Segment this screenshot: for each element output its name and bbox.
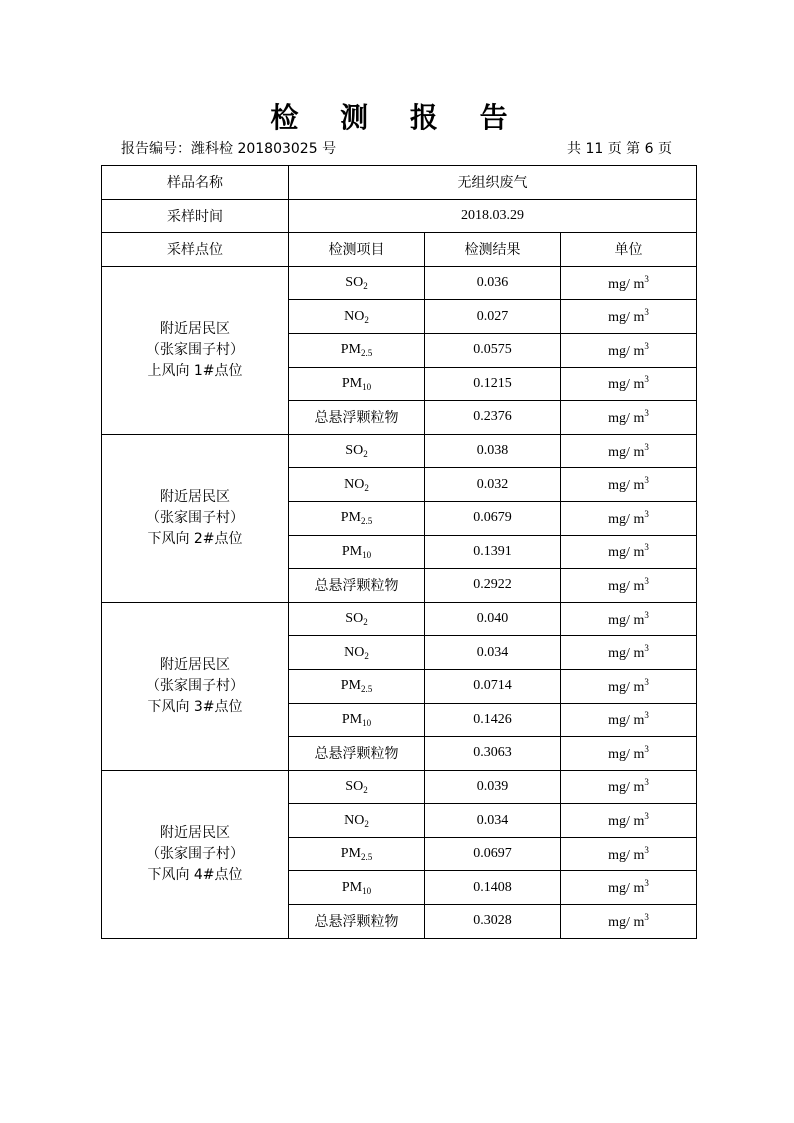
test-item-name: SO [345,611,364,627]
unit-base: mg/ m [608,310,645,326]
test-item-name: 总悬浮颗粒物 [314,746,399,763]
test-item-cell [289,770,425,804]
test-item-name: SO [345,443,364,459]
sampling-point-cell [102,266,289,434]
table-row [102,434,697,468]
test-item-name: PM [341,879,363,895]
test-item-subscript: 2.5 [360,852,373,863]
unit-cell [561,333,697,367]
unit-base: mg/ m [608,881,645,897]
unit-cell [561,300,697,334]
test-item-cell [289,333,425,367]
test-result-cell: 0.027 [425,300,561,334]
test-item-subscript: 2 [364,818,369,829]
unit-cell [561,770,697,804]
unit-base: mg/ m [608,545,645,561]
unit-base: mg/ m [608,578,645,594]
sampling-point-line: 附近居民区 [160,824,230,841]
test-item-name: 总悬浮颗粒物 [314,914,399,931]
test-item-subscript: 10 [362,381,372,392]
test-item-subscript: 10 [362,549,372,560]
unit-cell [561,434,697,468]
test-result-cell: 0.039 [425,770,561,804]
test-item-name: PM [340,846,361,862]
unit-cell [561,501,697,535]
test-item-cell [289,401,425,435]
test-item-cell [289,602,425,636]
unit-base: mg/ m [608,679,645,695]
unit-cell [561,871,697,905]
test-result-cell: 0.1426 [425,703,561,737]
test-result-cell: 0.034 [425,804,561,838]
sample-time-value: 2018.03.29 [289,199,697,233]
test-item-name: 总悬浮颗粒物 [314,578,399,595]
test-item-name: SO [345,778,364,794]
header-point: 采样点位 [102,233,289,267]
test-result-cell: 0.1391 [425,535,561,569]
test-item-cell [289,636,425,670]
test-item-name: PM [340,678,361,694]
unit-superscript: 3 [644,743,649,754]
unit-cell [561,905,697,939]
test-item-cell [289,569,425,603]
unit-base: mg/ m [608,343,645,359]
unit-cell [561,367,697,401]
unit-cell [561,266,697,300]
unit-cell [561,401,697,435]
unit-cell [561,535,697,569]
sampling-point-cell [102,434,289,602]
test-result-cell: 0.0697 [425,837,561,871]
test-result-cell: 0.038 [425,434,561,468]
sampling-point-line: 附近居民区 [160,656,230,673]
unit-superscript: 3 [644,878,649,889]
unit-superscript: 3 [644,643,649,654]
test-item-name: PM [340,342,361,358]
unit-cell [561,636,697,670]
sampling-point-line: （张家围子村） [146,677,244,694]
test-item-cell [289,804,425,838]
unit-base: mg/ m [608,746,645,762]
test-item-name: NO [344,812,365,828]
unit-superscript: 3 [644,609,649,620]
test-item-cell [289,669,425,703]
test-item-subscript: 2.5 [360,348,373,359]
test-item-subscript: 2 [364,650,369,661]
sampling-point-cell [102,602,289,770]
test-result-cell: 0.2922 [425,569,561,603]
test-item-cell [289,737,425,771]
unit-cell [561,669,697,703]
header-unit: 单位 [561,233,697,267]
test-item-name: PM [341,375,363,391]
unit-base: mg/ m [608,612,645,628]
test-result-cell: 0.034 [425,636,561,670]
sampling-point-line: 下风向 3#点位 [147,698,243,715]
page-info: 共 11 页 第 6 页 [567,141,672,157]
test-result-cell: 0.1215 [425,367,561,401]
test-result-cell: 0.3028 [425,905,561,939]
unit-base: mg/ m [608,847,645,863]
unit-base: mg/ m [608,478,645,494]
sample-name-row [102,166,697,200]
header-item: 检测项目 [289,233,425,267]
sample-name-value: 无组织废气 [289,166,697,200]
unit-superscript: 3 [644,307,649,318]
unit-superscript: 3 [644,811,649,822]
sample-name-label: 样品名称 [102,166,289,200]
test-item-name: 总悬浮颗粒物 [314,410,399,427]
test-item-cell [289,266,425,300]
test-result-cell: 0.032 [425,468,561,502]
test-item-name: NO [344,476,365,492]
test-item-cell [289,905,425,939]
unit-base: mg/ m [608,276,645,292]
test-item-subscript: 10 [362,717,372,728]
unit-base: mg/ m [608,814,645,830]
report-number: 报告编号：潍科检 201803025 号 [121,141,337,157]
table-row [102,602,697,636]
unit-base: mg/ m [608,410,645,426]
sampling-point-line: （张家围子村） [146,509,244,526]
unit-base: mg/ m [608,511,645,527]
unit-superscript: 3 [644,441,649,452]
unit-superscript: 3 [644,676,649,687]
unit-superscript: 3 [644,911,649,922]
unit-superscript: 3 [644,340,649,351]
unit-base: mg/ m [608,780,645,796]
unit-base: mg/ m [608,444,645,460]
sample-time-label: 采样时间 [102,199,289,233]
test-result-cell: 0.3063 [425,737,561,771]
test-item-subscript: 2 [363,784,368,795]
test-item-subscript: 2 [364,482,369,493]
test-item-name: PM [341,711,363,727]
test-item-cell [289,468,425,502]
sampling-point-line: 下风向 2#点位 [147,530,243,547]
unit-base: mg/ m [608,914,645,930]
test-item-cell [289,837,425,871]
table-row [102,266,697,300]
test-item-name: SO [345,275,364,291]
unit-superscript: 3 [644,374,649,385]
unit-superscript: 3 [644,508,649,519]
test-item-subscript: 2 [363,281,368,292]
test-item-cell [289,501,425,535]
sampling-point-line: 下风向 4#点位 [147,866,243,883]
unit-base: mg/ m [608,713,645,729]
unit-cell [561,569,697,603]
results-table [101,165,697,939]
test-item-cell [289,434,425,468]
sample-time-row [102,199,697,233]
header-result: 检测结果 [425,233,561,267]
table-row [102,770,697,804]
unit-base: mg/ m [608,646,645,662]
test-result-cell: 0.0575 [425,333,561,367]
unit-superscript: 3 [644,407,649,418]
unit-superscript: 3 [644,710,649,721]
test-result-cell: 0.1408 [425,871,561,905]
test-item-cell [289,300,425,334]
sampling-point-cell [102,770,289,938]
sampling-point-line: 附近居民区 [160,320,230,337]
unit-base: mg/ m [608,377,645,393]
unit-superscript: 3 [644,273,649,284]
test-item-name: PM [341,543,363,559]
header-row [102,233,697,267]
test-result-cell: 0.036 [425,266,561,300]
unit-superscript: 3 [644,844,649,855]
unit-cell [561,804,697,838]
sampling-point-line: 上风向 1#点位 [147,362,243,379]
unit-cell [561,703,697,737]
unit-cell [561,468,697,502]
test-item-subscript: 2.5 [360,684,373,695]
unit-cell [561,737,697,771]
sampling-point-line: （张家围子村） [146,845,244,862]
test-item-subscript: 2.5 [360,516,373,527]
test-result-cell: 0.0679 [425,501,561,535]
test-result-cell: 0.2376 [425,401,561,435]
unit-superscript: 3 [644,542,649,553]
unit-superscript: 3 [644,475,649,486]
unit-cell [561,602,697,636]
test-item-name: NO [344,644,365,660]
report-title: 检 测 报 告 [270,101,524,134]
test-item-subscript: 2 [363,449,368,460]
test-item-subscript: 2 [364,314,369,325]
unit-superscript: 3 [644,575,649,586]
test-result-cell: 0.0714 [425,669,561,703]
test-item-cell [289,367,425,401]
test-item-name: PM [340,510,361,526]
test-result-cell: 0.040 [425,602,561,636]
test-item-cell [289,535,425,569]
unit-superscript: 3 [644,777,649,788]
test-item-cell [289,871,425,905]
unit-cell [561,837,697,871]
sampling-point-line: （张家围子村） [146,341,244,358]
test-item-name: NO [344,308,365,324]
test-item-subscript: 10 [362,885,372,896]
test-item-cell [289,703,425,737]
sampling-point-line: 附近居民区 [160,488,230,505]
test-item-subscript: 2 [363,617,368,628]
